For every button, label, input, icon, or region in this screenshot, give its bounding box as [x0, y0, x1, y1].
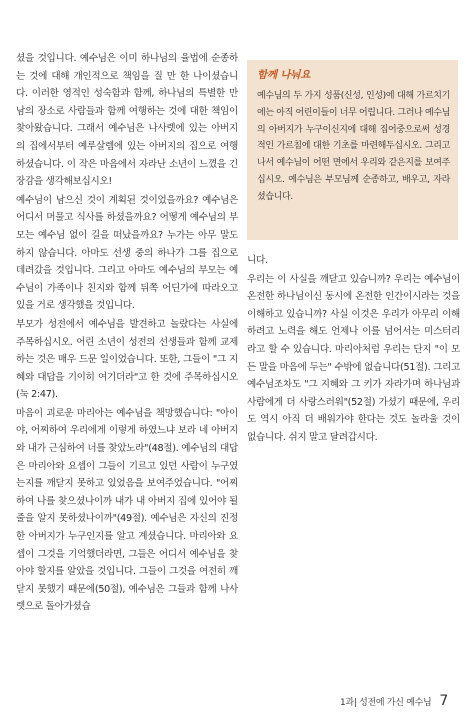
- sidebar-box: [247, 60, 458, 240]
- sidebar-paragraph: 예수님의 두 가지 성품(신성, 인성)에 대해 가르치기에는 아직 어린이들이 너무 어립니다. 그러나 예수님의 아버지가 누구이신지에 대해 집어중으로써 성경적인 가르침에 대한 기초를 마련해두십시오. 그리고 나서 예수님이 어떤 면에서 우리와 같은지를 보여주십시오. 예수님은 부모님께 순종하고, 배우고, 자라셨습니다.: [257, 91, 450, 202]
- left-column: [16, 50, 238, 617]
- sidebar-body: [257, 88, 450, 206]
- paragraph: 예수님이 남으신 것이 계획된 것이었을까요? 예수님은 어디서 머물고 식사를 하셨을까요? 어떻게 예수님의 부모는 예수님 없이 길을 떠났을까요? 누가는 아무 말도 하지 않습니다. 아마도 선생 중의 하나가 그를 집으로 데려갔을 것입니다. 그리고 아마도 예수님의 부모는 예수님이 가족이나 친지와 함께 뒤쪽 어딘가에 따라오고 있을 거로 생각했을 것입니다.: [16, 194, 238, 312]
- page-footer: [340, 693, 448, 709]
- right-column: [247, 252, 460, 448]
- paragraph: 셨을 것입니다. 예수님은 이미 하나님의 율법에 순종하는 것에 대해 개인적으로 책임을 질 만 한 나이셨습니다. 이러한 영적인 성숙함과 함께, 하나님의 특별한 만남의 장소로 사람들과 함께 여행하는 것에 대한 책임이 찾아왔습니다. 그래서 예수님은 나사렛에 있는 아버지의 집에서부터 예루살렘에 있는 아버지의 집으로 여행하셨습니다. 이 작은 마음에서 자라난 소년이 느꼈을 긴장감을 생각해보십시오!: [16, 53, 238, 188]
- sidebar-title: 함께 나눠요: [257, 69, 311, 81]
- paragraph: 우리는 이 사실을 깨닫고 있습니까? 우리는 예수님이 온전한 하나님이신 동시에 온전한 인간이시라는 것을 이해하고 있습니까? 사실 이것은 우리가 아무리 이해하려고 노력을 해도 언제나 이를 넘어서는 미스터리라고 할 수 있습니다. 마리아처럼 우리는 단지 "이 모든 말을 마음에 두는" 수밖에 없습니다(51절). 그리고 예수님조차도 "그 지혜와 그 키가 자라가며 하나님과 사람에게 더 사랑스러워"(52절) 가셨기 때문에, 우리도 역시 아직 더 배워가야 한다는 것도 놀라울 것이 없습니다. 쉬지 말고 달려갑시다.: [247, 273, 460, 443]
- footer-lesson-title: 1과| 성전에 가신 예수님: [340, 698, 432, 708]
- paragraph: 마음이 괴로운 마리아는 예수님을 책망했습니다: "아이야, 어찌하여 우리에게 이렇게 하였느냐 보라 네 아버지와 내가 근심하여 너를 찾았노라"(48절). 예수님의 대답은 마리아와 요셉이 그들이 기르고 있던 사람이 누구였는지를 깨닫지 못하고 있었음을 보여주었습니다. "어찌하여 나를 찾으셨나이까 내가 내 아버지 집에 있어야 될 줄을 알지 못하셨나이까"(49절). 예수님은 자신의 진정한 아버지가 누구인지를 알고 계셨습니다. 마리아와 요셉이 그것을 기억했더라면, 그들은 어디서 예수님을 찾아야 할지를 알았을 것입니다. 그들이 그것을 여전히 깨닫지 못했기 때문에(50절), 예수님은 그들과 함께 나사렛으로 돌아가셨습: [16, 407, 238, 613]
- page-number: 7: [439, 693, 448, 709]
- paragraph: 부모가 성전에서 예수님을 발견하고 놀랐다는 사실에 주목하십시오. 어린 소년이 성전의 선생들과 함께 교제하는 것은 매우 드문 일이었습니다. 또한, 그들이 "그 지혜와 대답을 기이히 여기더라"고 한 것에 주목하십시오(눅 2:47).: [16, 318, 238, 401]
- paragraph: 니다.: [247, 255, 268, 266]
